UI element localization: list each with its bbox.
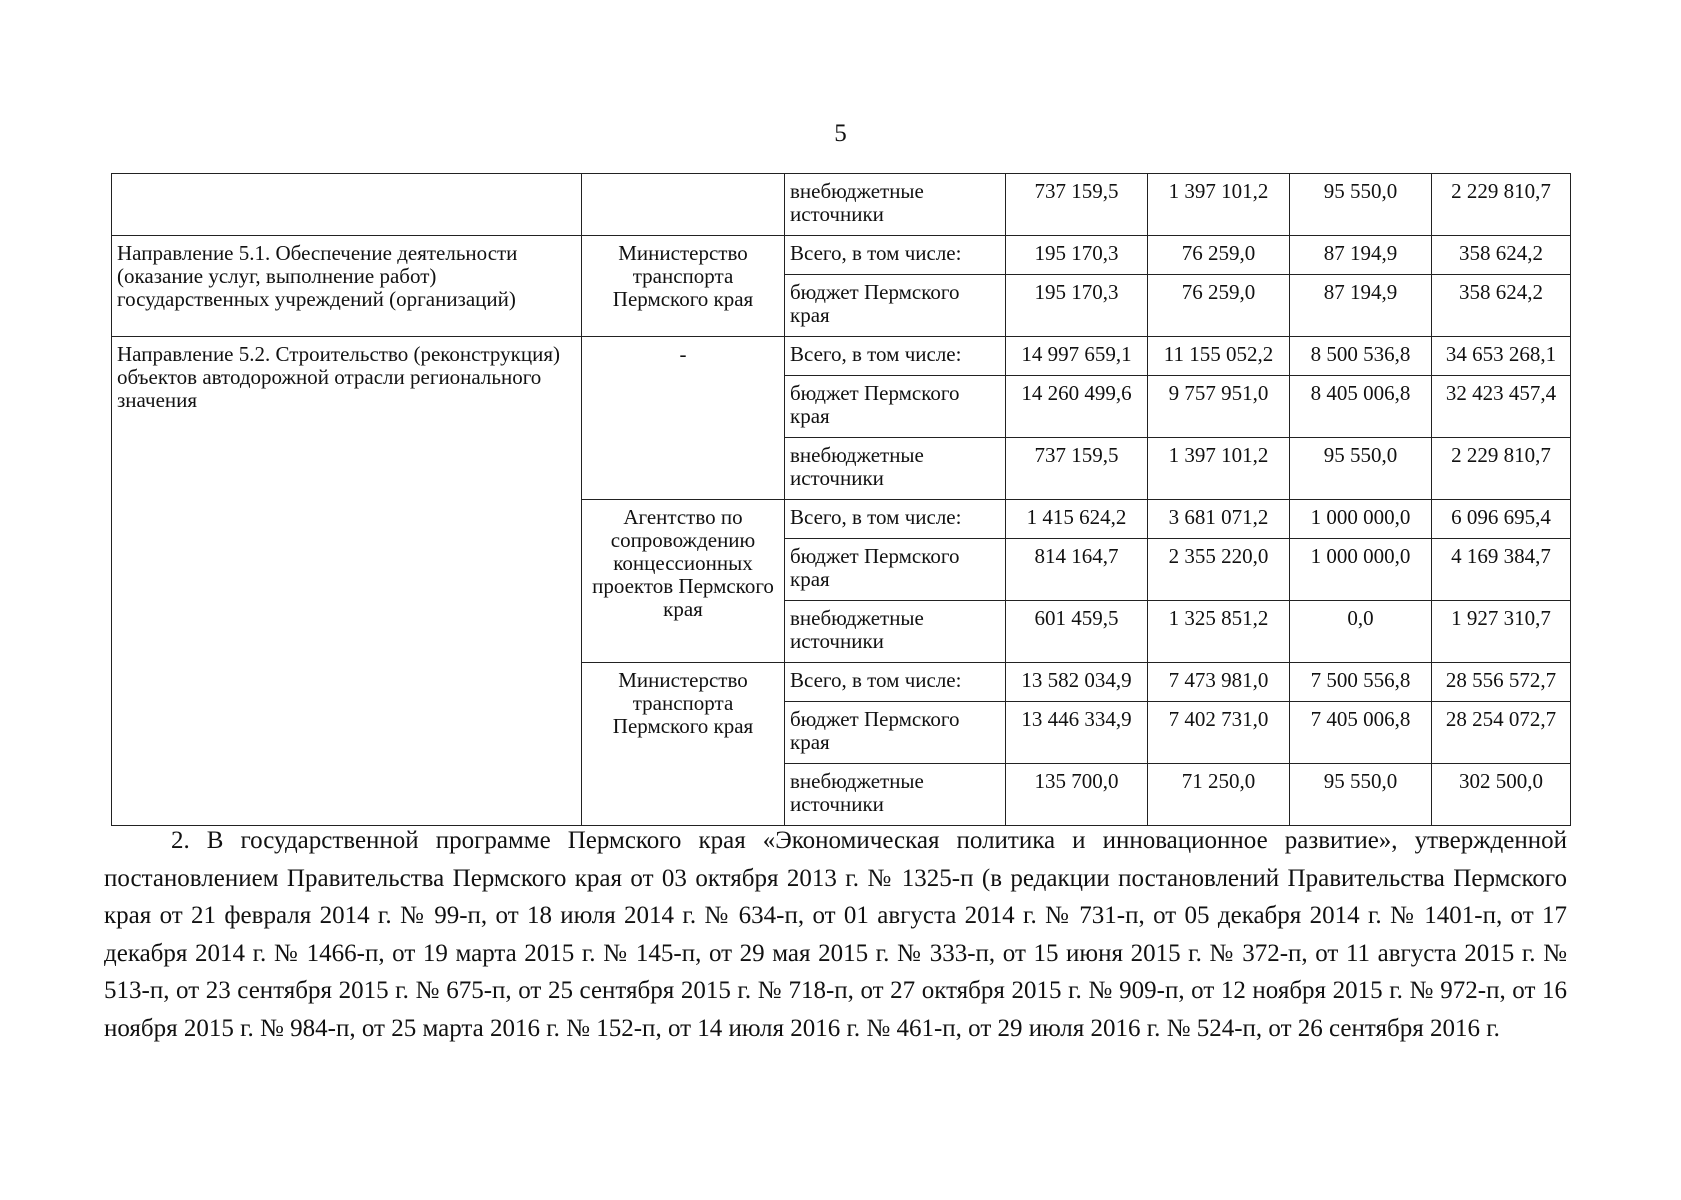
direction-5-1-title: Направление 5.1. Обеспечение деятельности (оказание услуг, выполнение работ) государственных учреждений (организаций) <box>112 236 582 337</box>
source-cell: Всего, в том числе: <box>785 236 1006 275</box>
value-cell-2: 7 473 981,0 <box>1148 663 1290 702</box>
value-cell-1: 13 446 334,9 <box>1006 702 1148 764</box>
source-cell: внебюджетные источники <box>785 438 1006 500</box>
source-cell: Всего, в том числе: <box>785 500 1006 539</box>
total-cell: 6 096 695,4 <box>1432 500 1571 539</box>
value-cell-2: 76 259,0 <box>1148 275 1290 337</box>
total-cell: 1 927 310,7 <box>1432 601 1571 663</box>
value-cell-1: 14 997 659,1 <box>1006 337 1148 376</box>
source-cell: Всего, в том числе: <box>785 663 1006 702</box>
value-cell-3: 95 550,0 <box>1290 764 1432 826</box>
empty-org-cell <box>582 174 785 236</box>
value-cell-1: 737 159,5 <box>1006 174 1148 236</box>
value-cell-1: 195 170,3 <box>1006 275 1148 337</box>
value-cell-3: 87 194,9 <box>1290 275 1432 337</box>
table-row <box>112 236 1571 275</box>
total-cell: 34 653 268,1 <box>1432 337 1571 376</box>
table-row <box>112 174 1571 236</box>
value-cell-1: 1 415 624,2 <box>1006 500 1148 539</box>
value-cell-2: 76 259,0 <box>1148 236 1290 275</box>
empty-direction-cell <box>112 174 582 236</box>
value-cell-3: 7 405 006,8 <box>1290 702 1432 764</box>
source-cell: бюджет Пермского края <box>785 275 1006 337</box>
table-row <box>112 337 1571 376</box>
value-cell-1: 135 700,0 <box>1006 764 1148 826</box>
value-cell-2: 1 325 851,2 <box>1148 601 1290 663</box>
value-cell-1: 13 582 034,9 <box>1006 663 1148 702</box>
value-cell-3: 95 550,0 <box>1290 174 1432 236</box>
value-cell-2: 1 397 101,2 <box>1148 174 1290 236</box>
page-number: 5 <box>834 120 847 147</box>
total-cell: 2 229 810,7 <box>1432 174 1571 236</box>
total-cell: 358 624,2 <box>1432 275 1571 337</box>
value-cell-3: 8 405 006,8 <box>1290 376 1432 438</box>
value-cell-1: 737 159,5 <box>1006 438 1148 500</box>
value-cell-1: 814 164,7 <box>1006 539 1148 601</box>
value-cell-2: 71 250,0 <box>1148 764 1290 826</box>
value-cell-3: 87 194,9 <box>1290 236 1432 275</box>
value-cell-3: 1 000 000,0 <box>1290 539 1432 601</box>
total-cell: 32 423 457,4 <box>1432 376 1571 438</box>
body-paragraph: 2. В государственной программе Пермского края «Экономическая политика и инновационное развитие», утвержденной постановлением Правительства Пермского края от 03 октября 2013 г. № 1325-п (в редакции постановлений Правительства Пермского края от 21 февраля 2014 г. № 99-п, от 18 июля 2014 г. № 634-п, от 01 августа 2014 г. № 731-п, от 05 декабря 2014 г. № 1401-п, от 17 декабря 2014 г. № 1466-п, от 19 марта 2015 г. № 145-п, от 29 мая 2015 г. № 333-п, от 15 июня 2015 г. № 372-п, от 11 августа 2015 г. № 513-п, от 23 сентября 2015 г. № 675-п, от 25 сентября 2015 г. № 718-п, от 27 октября 2015 г. № 909-п, от 12 ноября 2015 г. № 972-п, от 16 ноября 2015 г. № 984-п, от 25 марта 2016 г. № 152-п, от 14 июля 2016 г. № 461-п, от 29 июля 2016 г. № 524-п, от 26 сентября 2016 г. <box>104 827 1567 1042</box>
source-cell: бюджет Пермского края <box>785 702 1006 764</box>
value-cell-2: 2 355 220,0 <box>1148 539 1290 601</box>
org-ministry-transport: Министерство транспорта Пермского края <box>582 236 785 337</box>
total-cell: 302 500,0 <box>1432 764 1571 826</box>
value-cell-3: 8 500 536,8 <box>1290 337 1432 376</box>
value-cell-3: 7 500 556,8 <box>1290 663 1432 702</box>
org-concession-agency: Агентство по сопровождению концессионных проектов Пермского края <box>582 500 785 663</box>
value-cell-1: 195 170,3 <box>1006 236 1148 275</box>
source-cell: бюджет Пермского края <box>785 376 1006 438</box>
total-cell: 28 556 572,7 <box>1432 663 1571 702</box>
source-cell: бюджет Пермского края <box>785 539 1006 601</box>
source-cell: внебюджетные источники <box>785 764 1006 826</box>
value-cell-3: 0,0 <box>1290 601 1432 663</box>
source-cell: Всего, в том числе: <box>785 337 1006 376</box>
total-cell: 2 229 810,7 <box>1432 438 1571 500</box>
total-cell: 28 254 072,7 <box>1432 702 1571 764</box>
org-dash: - <box>582 337 785 500</box>
budget-table <box>111 173 1571 826</box>
value-cell-3: 1 000 000,0 <box>1290 500 1432 539</box>
org-ministry-transport: Министерство транспорта Пермского края <box>582 663 785 826</box>
value-cell-1: 14 260 499,6 <box>1006 376 1148 438</box>
value-cell-2: 1 397 101,2 <box>1148 438 1290 500</box>
value-cell-2: 7 402 731,0 <box>1148 702 1290 764</box>
direction-5-2-title: Направление 5.2. Строительство (реконструкция) объектов автодорожной отрасли регионального значения <box>112 337 582 826</box>
value-cell-3: 95 550,0 <box>1290 438 1432 500</box>
value-cell-2: 11 155 052,2 <box>1148 337 1290 376</box>
total-cell: 4 169 384,7 <box>1432 539 1571 601</box>
source-cell: внебюджетные источники <box>785 601 1006 663</box>
source-cell: внебюджетные источники <box>785 174 1006 236</box>
value-cell-1: 601 459,5 <box>1006 601 1148 663</box>
value-cell-2: 3 681 071,2 <box>1148 500 1290 539</box>
value-cell-2: 9 757 951,0 <box>1148 376 1290 438</box>
total-cell: 358 624,2 <box>1432 236 1571 275</box>
